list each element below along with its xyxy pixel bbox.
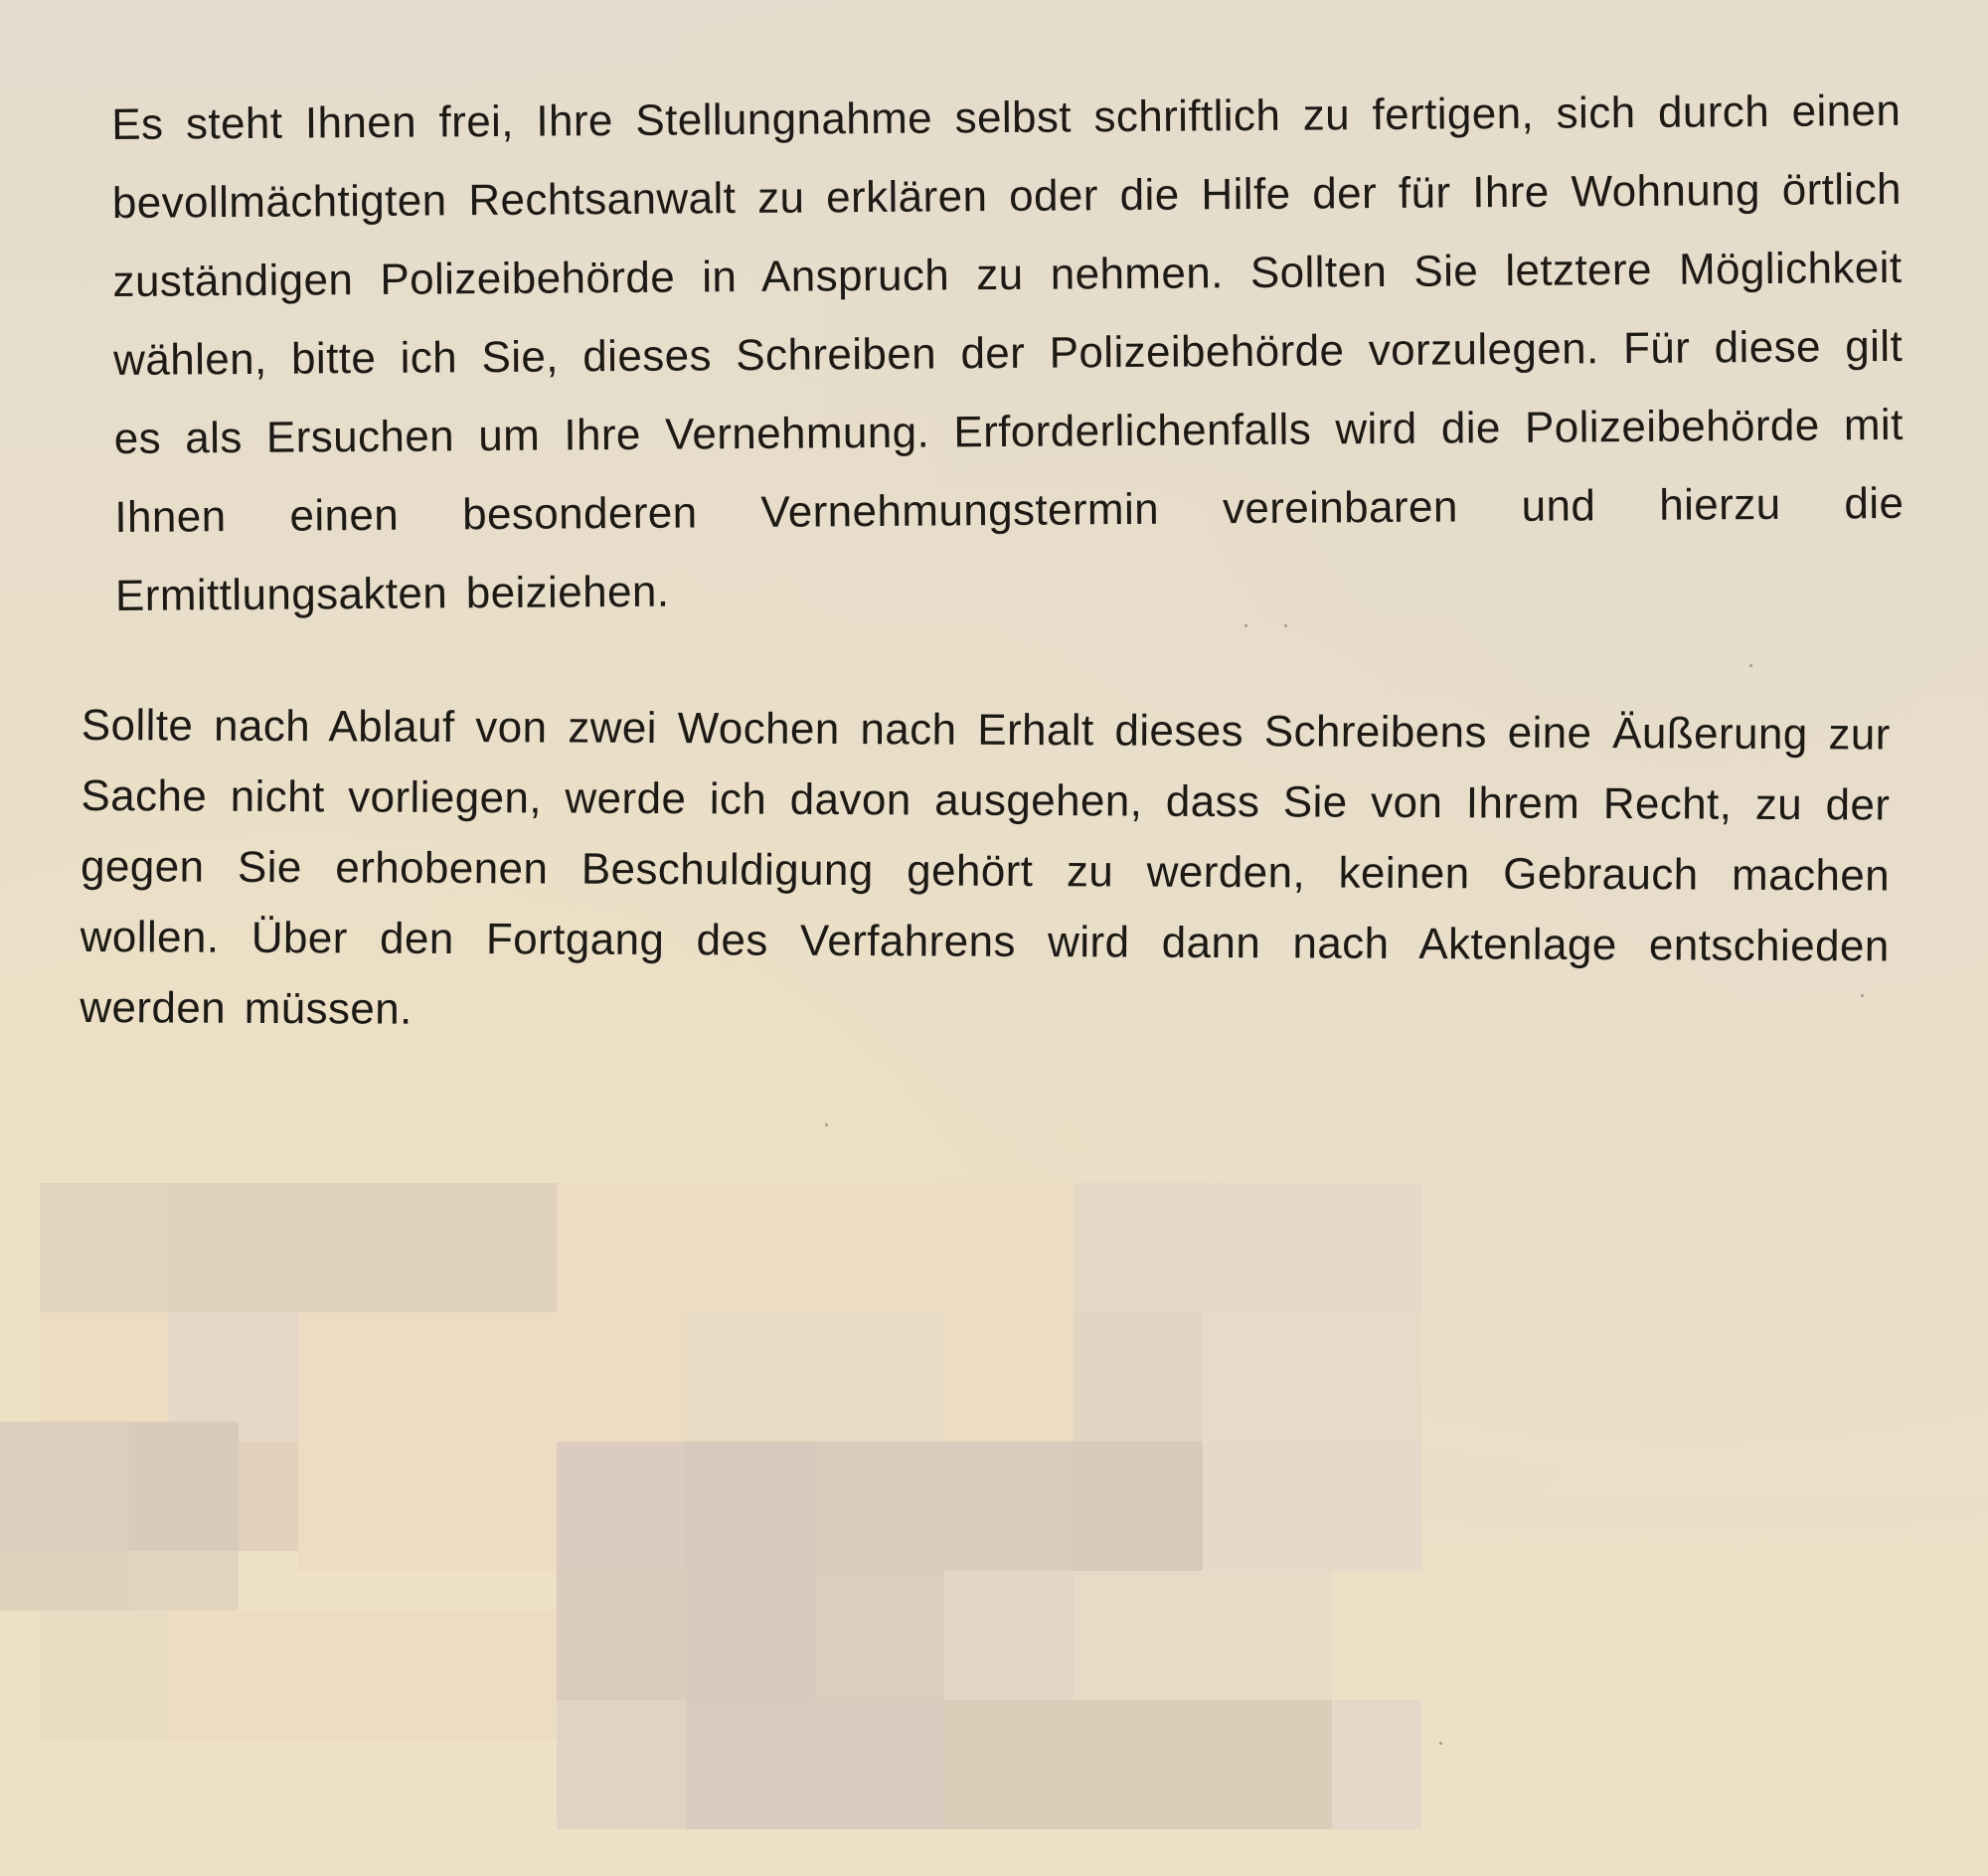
paper-speck <box>1861 994 1864 997</box>
paper-speck <box>1244 624 1247 627</box>
paper-speck <box>1439 1742 1442 1745</box>
paper-speck <box>1284 624 1287 627</box>
paper-speck <box>1749 664 1752 667</box>
paragraph-statement-options: Es steht Ihnen frei, Ihre Stellungnahme selbst schriftlich zu fertigen, sich durch einen bevollmächtigten Rechtsanwalt zu erklären oder die Hilfe der für Ihre Wohnung örtlich zuständigen Polizeibehörde in Anspruch zu nehmen. Sollten Sie letztere Möglichkeit wählen, bitte ich Sie, dieses Schreiben der Polizeibehörde vorzulegen. Für diese gilt es als Ersuchen um Ihre Vernehmung. Erforderlichenfalls wird die Polizeibehörde mit Ihnen einen besonderen Vernehmungstermin vereinbaren und hierzu die Ermittlungsakten beiziehen. <box>111 85 1905 620</box>
paragraph-deadline-notice: Sollte nach Ablauf von zwei Wochen nach Erhalt dieses Schreibens eine Äußerung zur Sache nicht vorliegen, werde ich davon ausgehen, dass Sie von Ihrem Recht, zu der gegen Sie erhobenen Beschuldigung gehört zu werden, keinen Gebrauch machen wollen. Über den Fortgang des Verfahrens wird dann nach Aktenlage entschieden werden müssen. <box>80 700 1891 1034</box>
pixelated-redaction <box>0 1183 1421 1839</box>
paper-speck <box>825 1123 828 1126</box>
